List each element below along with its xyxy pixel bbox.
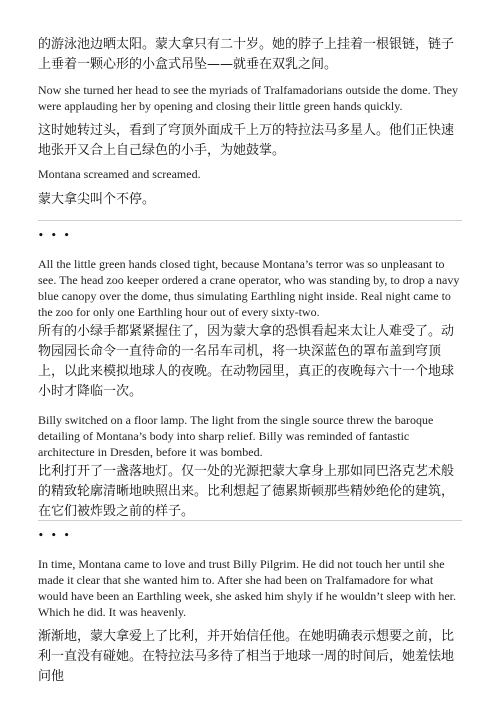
section-separator-dots-2: • • • — [38, 531, 72, 541]
paragraph-zh-3: 蒙大拿尖叫个不停。 — [38, 192, 156, 207]
paragraph-zh-2: 这时她转过头，看到了穹顶外面成千上万的特拉法马多星人。他们正快速地张开又合上自己绿色的小手，为她鼓掌。 — [38, 123, 455, 158]
section-divider-1 — [38, 220, 462, 221]
paragraph-en-1: Now she turned her head to see the myriads of Tralfamadorians outside the dome. They were applauding her by opening and closing their little green hands quickly. — [38, 83, 459, 113]
paragraph-zh-4: 所有的小绿手都紧紧握住了，因为蒙大拿的恐惧看起来太让人难受了。动物园园长命令一直待命的一名吊车司机，将一块深蓝色的罩布盖到穹顶上，以此来模拟地球人的夜晚。在动物园里，真正的夜晚每六十一个地球小时才降临一次。 — [38, 324, 455, 399]
paragraph-en-4: Billy switched on a floor lamp. The light from the single source threw the baroque detailing of Montana’s body into sharp relief. Billy was reminded of fantastic architecture in Dresden, before it was bombed. — [38, 413, 434, 459]
paragraph-zh-5: 比利打开了一盏落地灯。仅一处的光源把蒙大拿身上那如同巴洛克艺术般的精致轮廓清晰地映照出来。比利想起了德累斯顿那些精妙绝伦的建筑，在它们被炸毁之前的样子。 — [38, 464, 455, 519]
section-separator-dots-1: • • • — [38, 231, 72, 241]
paragraph-en-5: In time, Montana came to love and trust Billy Pilgrim. He did not touch her until she made it clear that she wanted him to. After she had been on Tralfamadore for what would have been an Earthling week, she asked him shyly if he wouldn’t sleep with her. Which he did. It was heavenly. — [38, 557, 457, 619]
paragraph-zh-6: 渐渐地，蒙大拿爱上了比利，并开始信任他。在她明确表示想要之前，比利一直没有碰她。在特拉法马多待了相当于地球一周的时间后，她羞怯地问他 — [38, 629, 455, 684]
paragraph-en-3: All the little green hands closed tight, because Montana’s terror was so unpleasant to see. The head zoo keeper ordered a crane operator, who was standing by, to drop a navy blue canopy over the dome, thus simulating Earthling night inside. Real night came to the zoo for only one Earthling hour out of every sixty-two. — [38, 257, 460, 319]
paragraph-en-2: Montana screamed and screamed. — [38, 167, 201, 181]
paragraph-zh-1: 的游泳池边晒太阳。蒙大拿只有二十岁。她的脖子上挂着一根银链，链子上垂着一颗心形的小盒式吊坠——就垂在双乳之间。 — [38, 37, 455, 72]
section-divider-2 — [38, 520, 462, 521]
